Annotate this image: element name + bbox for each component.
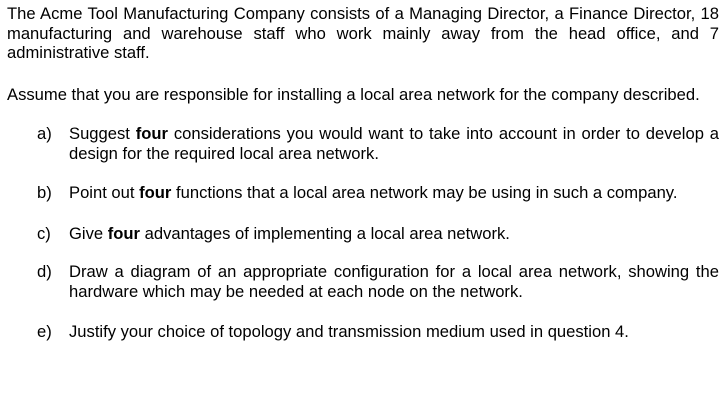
document-body	[7, 4, 719, 342]
question-d	[7, 262, 719, 301]
question-c	[7, 224, 719, 244]
question-text-end: functions that a local area network may be using in such a company.	[171, 183, 678, 202]
question-text: Justify your choice of topology and transmission medium used in question 4.	[69, 322, 629, 341]
question-emphasis: four	[139, 183, 172, 202]
question-text-start: Suggest	[69, 124, 136, 143]
question-emphasis: four	[107, 223, 140, 243]
question-letter: d)	[37, 262, 52, 281]
question-emphasis: four	[135, 124, 168, 143]
question-letter: c)	[37, 223, 51, 243]
question-e	[7, 322, 719, 342]
question-b	[7, 183, 719, 203]
intro-paragraph: The Acme Tool Manufacturing Company consists of a Managing Director, a Finance Director, 18 manufacturing and warehouse staff who work mainly away from the head office, and 7 administrative staff.	[7, 4, 719, 62]
question-a	[7, 124, 719, 163]
question-text-start: Point out	[69, 183, 140, 202]
task-paragraph: Assume that you are responsible for installing a local area network for the company described.	[7, 84, 700, 104]
question-text-end: advantages of implementing a local area network.	[140, 223, 510, 243]
question-list	[7, 124, 719, 342]
question-text-start: Give	[69, 223, 108, 243]
question-letter: e)	[37, 322, 52, 341]
question-text: Draw a diagram of an appropriate configuration for a local area network, showing the hardware which may be needed at each node on the network.	[69, 262, 719, 301]
question-text-end: considerations you would want to take into account in order to develop a design for the required local area network.	[69, 124, 719, 163]
question-letter: a)	[37, 124, 52, 143]
question-letter: b)	[37, 183, 52, 202]
